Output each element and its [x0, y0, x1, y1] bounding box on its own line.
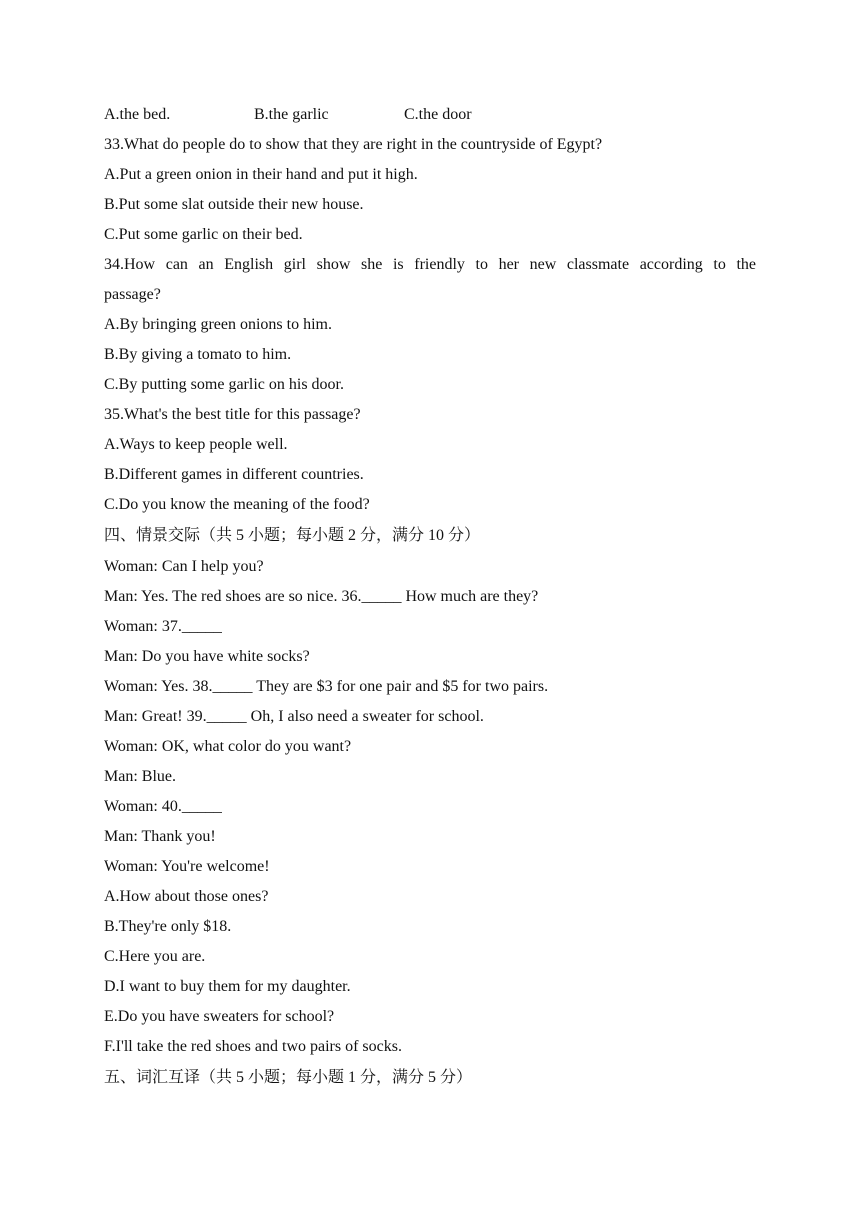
dialogue-line: Woman: Yes. 38._____ They are $3 for one pair and $5 for two pairs.	[104, 678, 549, 695]
q34-option-a: A.By bringing green onions to him.	[104, 316, 332, 333]
choice-b: B.They're only $18.	[104, 918, 232, 935]
exam-page	[104, 100, 756, 1094]
dialogue-line: Woman: Can I help you?	[104, 558, 264, 575]
choice-e: E.Do you have sweaters for school?	[104, 1008, 335, 1025]
q32-options	[104, 100, 756, 130]
dialogue-line: Man: Do you have white socks?	[104, 648, 310, 665]
choice-d: D.I want to buy them for my daughter.	[104, 978, 351, 995]
dialogue-line: Woman: 40._____	[104, 798, 222, 815]
q32-option-c: C.the door	[404, 106, 472, 123]
choice-f: F.I'll take the red shoes and two pairs of socks.	[104, 1038, 402, 1055]
q35-question: 35.What's the best title for this passage?	[104, 406, 361, 423]
q32-option-b: B.the garlic	[254, 106, 329, 123]
q35-option-c: C.Do you know the meaning of the food?	[104, 496, 370, 513]
dialogue-line: Man: Great! 39._____ Oh, I also need a sweater for school.	[104, 708, 484, 725]
q33-option-b: B.Put some slat outside their new house.	[104, 196, 364, 213]
q33-option-a: A.Put a green onion in their hand and put it high.	[104, 166, 418, 183]
choice-a: A.How about those ones?	[104, 888, 269, 905]
q34-question-line1: 34.How can an English girl show she is friendly to her new classmate according to the	[104, 256, 756, 273]
dialogue-line: Man: Yes. The red shoes are so nice. 36._____ How much are they?	[104, 588, 539, 605]
q33-option-c: C.Put some garlic on their bed.	[104, 226, 303, 243]
q34-option-b: B.By giving a tomato to him.	[104, 346, 292, 363]
dialogue-line: Man: Thank you!	[104, 828, 216, 845]
choice-c: C.Here you are.	[104, 948, 206, 965]
q33-question: 33.What do people do to show that they are right in the countryside of Egypt?	[104, 136, 603, 153]
dialogue-line: Woman: 37._____	[104, 618, 222, 635]
section4-heading: 四、情景交际（共 5 小题；每小题 2 分，满分 10 分）	[104, 527, 481, 544]
q34-option-c: C.By putting some garlic on his door.	[104, 376, 344, 393]
dialogue-line: Woman: OK, what color do you want?	[104, 738, 352, 755]
dialogue-line: Woman: You're welcome!	[104, 858, 270, 875]
dialogue-line: Man: Blue.	[104, 768, 176, 785]
section5-heading: 五、词汇互译（共 5 小题；每小题 1 分，满分 5 分）	[104, 1069, 473, 1086]
q35-option-b: B.Different games in different countries.	[104, 466, 364, 483]
q32-option-a: A.the bed.	[104, 106, 171, 123]
q35-option-a: A.Ways to keep people well.	[104, 436, 288, 453]
q34-question-line2: passage?	[104, 286, 161, 303]
